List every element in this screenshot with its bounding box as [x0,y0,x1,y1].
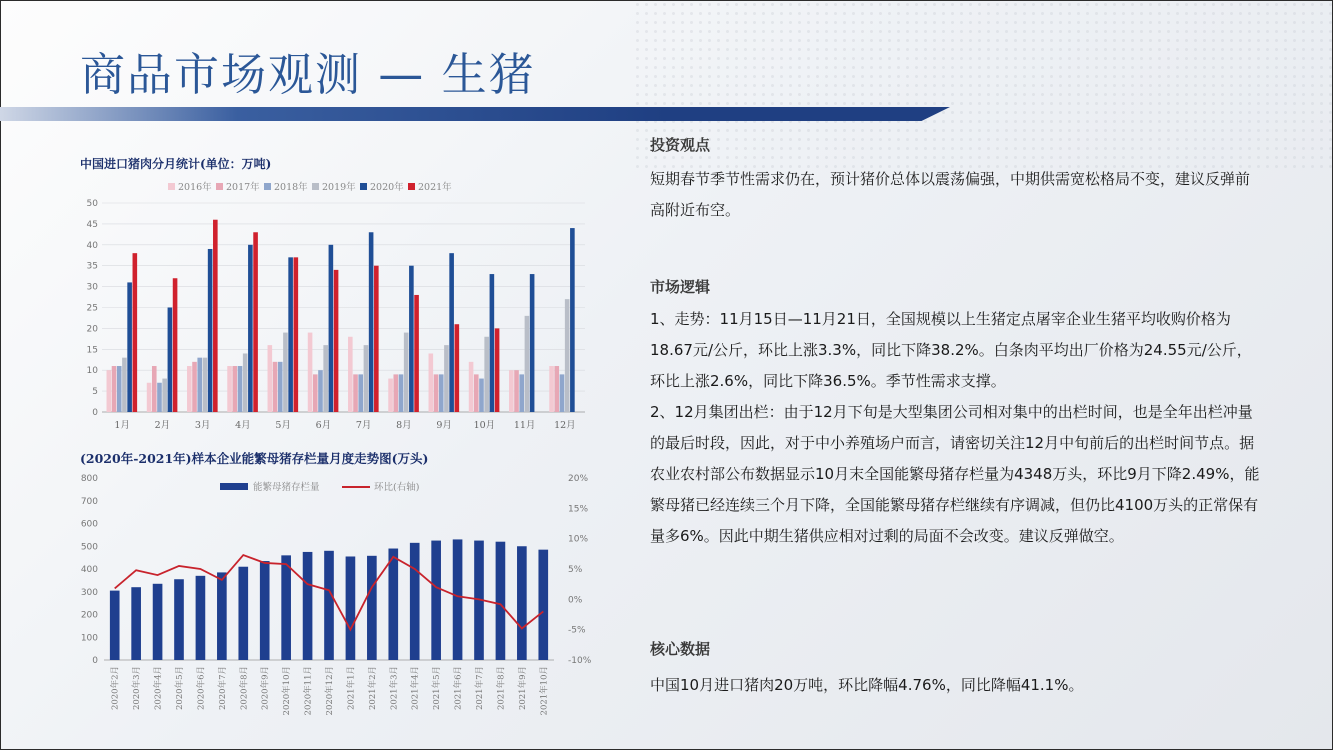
chart1-bar-2017年-5月 [273,362,278,412]
chart2-bar-2021年9月 [517,546,527,660]
chart1-bar-2021年-6月 [334,270,339,412]
chart2-legend-label-bar: 能繁母猪存栏量 [253,482,320,493]
chart2-bar-2021年5月 [431,541,441,660]
section-investment-view-text: 短期春节季节性需求仍在，预计猪价总体以震荡偏强，中期供需宽松格局不变，建议反弹前高附近布空。 [650,170,1251,219]
chart2-legend-swatch-bar [220,483,248,490]
page-title: 商品市场观测 — 生猪 [80,48,536,101]
chart1-xtick-label: 2月 [154,420,171,431]
chart2-ytick-right: 15% [568,504,589,515]
chart2-ytick-left: 600 [80,519,98,530]
chart2-xtick-label: 2021年10月 [539,666,550,716]
chart1-bar-2021年-5月 [294,257,299,412]
chart2-bar-2021年4月 [410,543,420,660]
chart1-bar-2017年-1月 [112,366,117,412]
chart2-xtick-label: 2021年2月 [367,666,378,711]
chart2-bar-2020年6月 [196,576,206,660]
chart1-bar-2016年-3月 [187,366,192,412]
chart2-xtick-label: 2020年8月 [239,666,250,711]
chart1-bar-2016年-2月 [147,383,152,412]
chart2-bar-2021年2月 [367,556,377,660]
section-investment-view-heading: 投资观点 [650,136,711,154]
chart2-ytick-left: 500 [80,542,98,553]
chart1-bar-2019年-8月 [404,333,409,412]
chart1-bar-2020年-6月 [329,245,334,412]
chart1-bar-2021年-7月 [374,266,379,412]
chart1-legend-label-1: 2017年 [226,182,260,193]
chart2-ytick-right: 0% [568,595,583,606]
chart1-ytick-label: 40 [86,240,98,251]
chart1-bar-2021年-10月 [495,328,500,412]
chart2-xtick-label: 2020年5月 [175,666,185,711]
chart2-bar-2020年4月 [153,584,163,660]
chart1-bar-2020年-7月 [369,232,374,412]
chart1-bar-2019年-6月 [323,345,328,412]
chart1-bar-2020年-12月 [570,228,575,412]
chart1-bar-2018年-5月 [278,362,283,412]
chart1-bar-2018年-4月 [238,366,243,412]
chart1-legend-swatch-2 [264,183,271,190]
chart1-bar-2021年-2月 [173,278,178,412]
chart1-bar-2016年-11月 [509,370,514,412]
chart2-legend-label-line: 环比(右轴) [374,482,420,493]
chart1-bar-2020年-8月 [409,266,414,412]
chart1-ytick-label: 50 [86,199,98,209]
chart1-bar-2018年-7月 [358,374,363,412]
world-map-dots-decoration [633,0,1333,170]
chart1-bar-2021年-9月 [455,324,460,412]
chart1-bar-2018年-3月 [197,358,202,412]
chart2-bar-2021年3月 [388,549,398,660]
chart2-bar-2020年5月 [174,579,184,660]
chart1-xtick-label: 12月 [554,420,576,431]
chart2-xtick-label: 2021年8月 [496,666,507,711]
chart2-xtick-label: 2021年6月 [453,666,464,711]
chart1-bar-2021年-4月 [253,232,258,412]
chart1-legend-swatch-4 [360,183,367,190]
chart2-title: (2020年-2021年)样本企业能繁母猪存栏量月度走势图(万头) [80,451,429,466]
chart2-ytick-right: -10% [568,656,592,666]
chart1-bar-2019年-3月 [203,358,208,412]
chart2-bar-2021年6月 [453,539,463,660]
chart2-xtick-label: 2021年7月 [475,666,485,711]
chart1-ytick-label: 15 [86,345,98,356]
chart1-title: 中国进口猪肉分月统计(单位：万吨) [80,157,272,171]
chart1-ytick-label: 25 [86,303,98,314]
chart1-bar-2020年-9月 [449,253,454,412]
chart1-bar-2017年-8月 [393,374,398,412]
chart1-legend-swatch-0 [168,183,175,190]
chart2-ytick-left: 100 [80,633,98,644]
chart1-xtick-label: 11月 [513,420,536,431]
chart2-ytick-right: 10% [568,534,589,545]
chart1-xtick-label: 5月 [275,420,291,431]
chart1-import-pork [80,175,590,440]
chart1-bar-2018年-11月 [519,374,524,412]
chart1-bar-2019年-5月 [283,333,288,412]
chart1-bar-2020年-10月 [490,274,495,412]
chart1-legend-label-2: 2018年 [274,182,308,193]
chart1-xtick-label: 7月 [355,420,372,431]
chart1-bar-2020年-3月 [208,249,213,412]
chart1-bar-2019年-7月 [364,345,369,412]
chart1-ytick-label: 5 [92,387,98,398]
chart1-bar-2018年-10月 [479,379,484,412]
chart1-bar-2018年-9月 [439,374,444,412]
chart1-legend-label-5: 2021年 [418,182,452,193]
chart1-ytick-label: 30 [86,282,98,293]
title-underline-bar [0,107,950,121]
chart1-xtick-label: 4月 [235,420,251,431]
chart1-bar-2020年-2月 [168,308,173,413]
chart1-bar-2017年-12月 [554,366,559,412]
chart2-ytick-left: 0 [92,656,98,666]
chart2-xtick-label: 2021年4月 [410,666,421,711]
chart2-xtick-label: 2020年6月 [196,666,207,711]
chart2-bar-2021年8月 [496,542,506,660]
chart1-bar-2019年-4月 [243,353,248,412]
chart1-bar-2016年-8月 [388,379,393,412]
chart1-bar-2019年-1月 [122,358,127,412]
chart2-bar-2020年11月 [303,552,313,660]
chart1-bar-2016年-4月 [227,366,232,412]
chart1-legend-label-0: 2016年 [178,182,212,193]
chart1-ytick-label: 20 [86,324,98,335]
chart2-ytick-left: 300 [80,587,98,598]
chart2-bar-2020年2月 [110,591,120,660]
section-core-data-text: 中国10月进口猪肉20万吨，环比降幅4.76%，同比降幅41.1%。 [650,676,1084,694]
chart2-bar-2021年1月 [346,556,356,660]
chart1-bar-2016年-9月 [429,353,434,412]
chart1-bar-2017年-2月 [152,366,157,412]
chart1-bar-2019年-2月 [162,379,167,412]
chart1-bar-2020年-5月 [288,257,293,412]
section-market-logic-heading: 市场逻辑 [650,278,711,296]
chart1-ytick-label: 35 [86,261,98,272]
chart2-bar-2020年10月 [281,555,291,660]
chart1-bar-2016年-1月 [107,370,112,412]
chart2-ytick-right: 5% [568,565,583,575]
chart1-bar-2016年-12月 [549,366,554,412]
chart2-ytick-left: 400 [80,565,98,575]
chart1-bar-2021年-1月 [133,253,138,412]
chart1-xtick-label: 1月 [114,420,130,431]
chart1-bar-2018年-1月 [117,366,122,412]
chart2-bar-2021年10月 [538,550,548,660]
chart2-xtick-label: 2021年1月 [346,666,357,711]
chart2-xtick-label: 2020年12月 [325,666,335,716]
chart2-sow-inventory [80,466,605,746]
chart2-xtick-label: 2021年5月 [432,666,443,711]
chart1-bar-2018年-8月 [399,374,404,412]
chart1-bar-2017年-6月 [313,374,318,412]
chart1-bar-2019年-11月 [525,316,530,412]
chart1-bar-2017年-11月 [514,370,519,412]
chart1-ytick-label: 45 [86,219,98,230]
chart1-xtick-label: 9月 [436,420,452,431]
chart1-bar-2018年-12月 [560,374,565,412]
chart1-bar-2019年-9月 [444,345,449,412]
chart2-xtick-label: 2020年11月 [303,666,314,716]
chart1-bar-2019年-12月 [565,299,570,412]
chart1-bar-2020年-11月 [530,274,535,412]
chart1-xtick-label: 6月 [315,420,332,431]
chart1-legend-swatch-3 [312,183,319,190]
chart2-bar-2020年12月 [324,551,334,660]
chart2-bar-2020年3月 [131,587,141,660]
chart1-ytick-label: 0 [92,408,98,418]
chart1-bar-2016年-5月 [268,345,273,412]
chart1-legend-label-3: 2019年 [322,182,356,193]
chart2-xtick-label: 2020年2月 [110,666,121,711]
chart1-xtick-label: 8月 [396,420,412,431]
chart1-bar-2019年-10月 [484,337,489,412]
chart2-ytick-left: 200 [80,610,98,621]
chart2-xtick-label: 2020年3月 [132,666,143,711]
chart2-ytick-right: 20% [568,474,589,484]
chart2-ytick-left: 700 [80,496,98,507]
section-market-logic-p2: 2、12月集团出栏：由于12月下旬是大型集团公司相对集中的出栏时间，也是全年出栏冲量的最后时段，因此，对于中小养殖场户而言，请密切关注12月中旬前后的出栏时间节点。据农业农村部公布数据显示10月末全国能繁母猪存栏量为4348万头，环比9月下降2.49%，能繁母猪已经连续三个月下降，全国能繁母猪存栏继续有序调减，但仍比4100万头的正常保有量多6%。因此中期生猪供应相对过剩的局面不会改变。建议反弹做空。 [650,403,1260,545]
chart2-xtick-label: 2020年7月 [217,666,228,711]
chart2-xtick-label: 2020年9月 [260,666,271,711]
chart1-bar-2020年-1月 [127,282,132,412]
chart1-legend-label-4: 2020年 [370,182,404,193]
chart1-xtick-label: 3月 [194,420,211,431]
chart2-xtick-label: 2020年4月 [153,666,164,711]
chart1-bar-2017年-4月 [232,366,237,412]
chart1-xtick-label: 10月 [473,420,496,431]
chart2-bar-2020年7月 [217,572,227,660]
chart1-bar-2021年-3月 [213,220,218,412]
chart2-xtick-label: 2021年9月 [517,666,528,711]
chart2-bar-2020年8月 [238,567,248,660]
chart1-bar-2021年-8月 [414,295,419,412]
chart1-bar-2017年-10月 [474,374,479,412]
chart1-bar-2018年-2月 [157,383,162,412]
chart1-bar-2016年-7月 [348,337,353,412]
chart2-xtick-label: 2020年10月 [282,666,293,716]
chart1-bar-2017年-9月 [434,374,439,412]
chart1-bar-2016年-10月 [469,362,474,412]
chart1-bar-2020年-4月 [248,245,253,412]
chart1-ytick-label: 10 [86,366,98,377]
chart2-ytick-left: 800 [80,474,98,484]
chart1-bar-2016年-6月 [308,333,313,412]
chart2-bar-2020年9月 [260,561,270,660]
chart1-bar-2018年-6月 [318,370,323,412]
chart2-xtick-label: 2021年3月 [389,666,400,711]
chart1-legend-swatch-5 [408,183,415,190]
chart2-ytick-right: -5% [568,625,586,636]
chart1-bar-2017年-7月 [353,374,358,412]
section-market-logic-p1: 1、走势：11月15日—11月21日，全国规模以上生猪定点屠宰企业生猪平均收购价格为18.67元/公斤，环比上涨3.3%，同比下降38.2%。白条肉平均出厂价格为24.55元/公斤，环比上涨2.6%，同比下降36.5%。季节性需求支撑。 [650,310,1252,390]
chart1-legend-swatch-1 [216,183,223,190]
section-core-data-heading: 核心数据 [650,640,711,658]
chart1-bar-2017年-3月 [192,362,197,412]
